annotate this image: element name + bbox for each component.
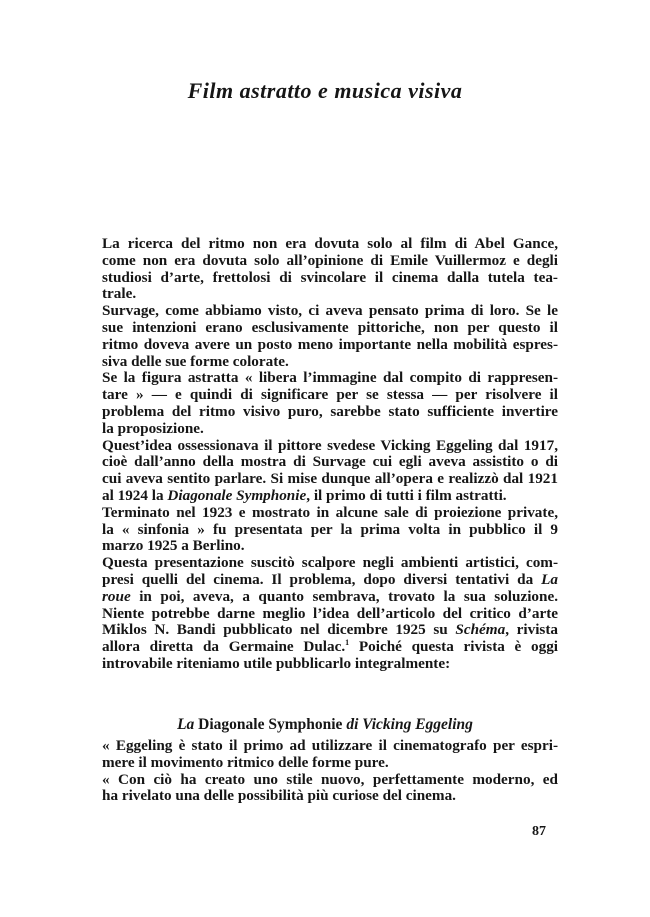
text-line	[102, 572, 558, 589]
heading-author: di Vicking Eggeling	[346, 716, 473, 733]
text-line	[102, 606, 558, 623]
text-line	[102, 236, 558, 253]
text-segment: trale.	[102, 285, 137, 303]
text-line	[102, 438, 558, 455]
text-line	[102, 555, 558, 572]
text-line	[102, 370, 558, 387]
text-segment: siva delle sue forme colorate.	[102, 352, 289, 370]
text-line	[102, 788, 558, 805]
text-segment: cioè dall’anno della mostra di Survage cui egli aveva assistito o di	[102, 453, 558, 471]
text-line	[102, 320, 558, 337]
text-line	[102, 538, 558, 555]
text-segment: cui aveva sentito parlare. Si mise dunque all’opera e realizzò dal 1921	[102, 470, 558, 488]
text-line	[102, 488, 558, 505]
text-line	[102, 471, 558, 488]
text-segment: al 1924 la	[102, 486, 168, 504]
text-segment: introvabile riteniamo utile pubblicarlo integralmente:	[102, 654, 451, 672]
text-line	[102, 656, 558, 673]
text-segment: , rivista	[505, 621, 558, 639]
text-segment: Se la figura astratta « libera l’immagine dal compito di rappresen-	[102, 369, 558, 387]
text-line	[102, 421, 558, 438]
italic-text: Schéma	[455, 621, 506, 639]
text-line	[102, 253, 558, 270]
text-segment: ha rivelato una delle possibilità più curiose del cinema.	[102, 787, 456, 805]
text-segment: La ricerca del ritmo non era dovuta solo al film di Abel Gance,	[102, 235, 558, 252]
text-line	[102, 589, 558, 606]
text-line	[102, 337, 558, 354]
text-segment: ritmo doveva avere un posto meno importante nella mobilità espres-	[102, 335, 558, 353]
text-segment: sue intenzioni erano esclusivamente pittoriche, non per questo il	[102, 318, 558, 336]
text-segment: la « sinfonia » fu presentata per la prima volta in pubblico il 9	[102, 520, 558, 538]
heading-title: Diagonale Symphonie	[194, 716, 347, 733]
text-line	[102, 404, 558, 421]
text-line	[102, 505, 558, 522]
text-segment: la proposizione.	[102, 419, 204, 437]
text-segment: presi quelli del cinema. Il problema, dopo diversi tentativi da	[102, 570, 542, 588]
text-line	[102, 303, 558, 320]
text-segment: Poiché questa rivista è oggi	[349, 638, 559, 656]
text-line	[102, 270, 558, 287]
italic-text: Diagonale Symphonie	[167, 486, 307, 504]
text-segment: , il primo di tutti i film astratti.	[306, 486, 507, 504]
text-line	[102, 354, 558, 371]
text-segment: mere il movimento ritmico delle forme pure.	[102, 753, 389, 771]
text-segment: come non era dovuta solo all’opinione di Emile Vuillermoz e degli	[102, 251, 558, 269]
text-segment: Niente potrebbe darne meglio l’idea dell’articolo del critico d’arte	[102, 604, 558, 622]
text-line	[102, 755, 558, 772]
text-segment: « Con ciò ha creato uno stile nuovo, perfettamente moderno, ed	[102, 770, 558, 788]
heading-article: La	[177, 716, 195, 733]
text-segment: allora diretta da Germaine Dulac.	[102, 638, 346, 656]
body-text	[102, 236, 558, 673]
quoted-text	[102, 738, 558, 805]
text-segment: Miklos N. Bandi pubblicato nel dicembre 1925 su	[102, 621, 456, 639]
text-line	[102, 639, 558, 656]
text-segment: Quest’idea ossessionava il pittore svedese Vicking Eggeling dal 1917,	[102, 436, 558, 454]
text-line	[102, 772, 558, 789]
text-line	[102, 387, 558, 404]
text-segment: in poi, aveva, a quanto sembrava, trovato la sua soluzione.	[130, 587, 558, 605]
italic-text: La	[541, 570, 558, 588]
text-line	[102, 622, 558, 639]
article-heading	[0, 716, 650, 734]
text-segment: tare » — e quindi di significare per se stessa — per risolvere il	[102, 386, 558, 404]
text-segment: marzo 1925 a Berlino.	[102, 537, 245, 555]
text-line	[102, 454, 558, 471]
text-line	[102, 738, 558, 755]
text-line	[102, 522, 558, 539]
text-segment: Terminato nel 1923 e mostrato in alcune sale di proiezione private,	[102, 503, 558, 521]
footnote-ref: 1	[345, 638, 350, 648]
text-segment: studiosi d’arte, frettolosi di svincolare il cinema dalla tutela tea-	[102, 268, 558, 286]
text-segment: Survage, come abbiamo visto, ci aveva pensato prima di loro. Se le	[102, 302, 558, 320]
chapter-title: Film astratto e musica visiva	[187, 78, 463, 103]
text-line	[102, 286, 558, 303]
text-segment: Questa presentazione suscitò scalpore negli ambienti artistici, com-	[102, 554, 558, 572]
italic-text: roue	[102, 587, 131, 605]
text-segment: problema del ritmo visivo puro, sarebbe stato sufficiente invertire	[102, 402, 558, 420]
page-number: 87	[532, 824, 546, 839]
text-segment: « Eggeling è stato il primo ad utilizzare il cinematografo per espri-	[102, 737, 558, 754]
